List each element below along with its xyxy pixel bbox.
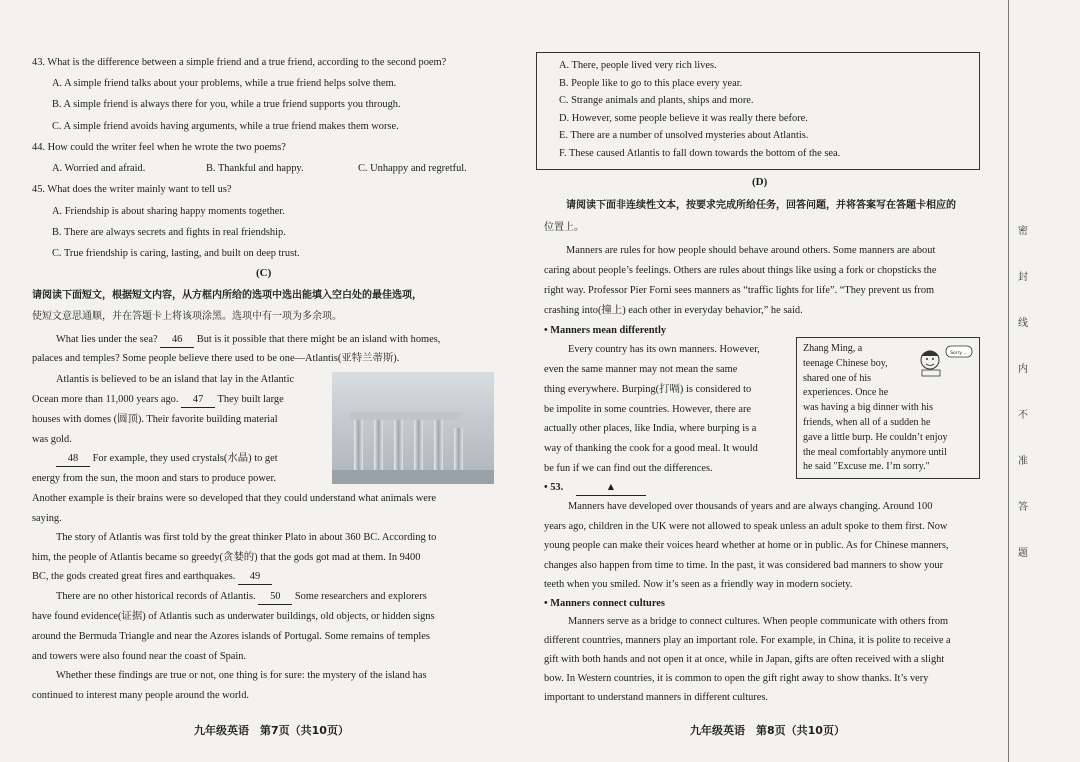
- passage-line: Every country has its own manners. However,: [568, 344, 760, 355]
- story-line: experiences. Once he: [803, 387, 889, 399]
- binding-line: [1008, 0, 1009, 762]
- passage-line: young people can make their voices heard whether at home or in public. As for Chinese manners,: [544, 540, 949, 551]
- passage-line: be impolite in some countries. However, there are: [544, 404, 752, 415]
- options-box: [536, 52, 980, 170]
- passage-line: was gold.: [32, 434, 72, 445]
- left-page: [0, 0, 520, 762]
- passage-line: changes also happen from time to time. In the past, it was considered bad manners to show your: [544, 560, 944, 571]
- choice-option: F. These caused Atlantis to fall down towards the bottom of the sea.: [559, 148, 841, 159]
- passage-line: There are no other historical records of Atlantis. 50 Some researchers and explorers: [56, 590, 427, 605]
- story-line: gave a little burp. He couldn’t enjoy: [803, 431, 948, 443]
- blank-50: 50: [258, 590, 292, 605]
- choice-option: A. There, people lived very rich lives.: [559, 60, 717, 71]
- story-line: shared one of his: [803, 372, 872, 384]
- story-line: friends, when all of a sudden he: [803, 417, 931, 428]
- passage-line: Manners are rules for how people should behave around others. Some manners are about: [566, 245, 936, 256]
- passage-line: houses with domes (圆顶). Their favorite building material: [32, 414, 278, 425]
- story-line: the meal comfortably anymore until: [803, 446, 947, 458]
- passage-line: saying.: [32, 513, 62, 524]
- passage-line: right way. Professor Pier Forni sees manners as “traffic lights for life”. “They prevent us from: [544, 285, 935, 296]
- question-stem: 45. What does the writer mainly want to tell us?: [32, 184, 232, 195]
- question-stem: 43. What is the difference between a simple friend and a true friend, according to the second poem?: [32, 57, 447, 68]
- choice-option: C. Strange animals and plants, ships and more.: [559, 95, 754, 107]
- answer-option: C. True friendship is caring, lasting, and built on deep trust.: [52, 248, 300, 259]
- passage-line: BC, the gods created great fires and earthquakes. 49: [32, 570, 272, 585]
- blank-47: 47: [181, 393, 215, 408]
- passage-line: him, the people of Atlantis became so greedy(贪婪的) that the gods got mad at them. In 9400: [32, 552, 421, 563]
- passage-line: Whether these findings are true or not, one thing is for sure: the mystery of the island has: [56, 670, 427, 681]
- passage-line: even the same manner may not mean the same: [544, 364, 738, 375]
- binding-mark: 不: [1018, 410, 1028, 421]
- passage-line: 48 For example, they used crystals(水晶) to get: [56, 452, 278, 467]
- binding-mark: 封: [1018, 272, 1028, 283]
- passage-line: Manners serve as a bridge to connect cultures. When people communicate with others from: [568, 616, 949, 627]
- passage-line: Another example is their brains were so developed that they could understand what animals were: [32, 493, 436, 504]
- speech-bubble: Sorry ...: [950, 351, 968, 356]
- section-d-instruction-2: 位置上。: [544, 222, 584, 233]
- passage-line: bow. In Western countries, it is common to open the gift right away to show thanks. It’s very: [544, 673, 929, 684]
- heading-manners-connect: • Manners connect cultures: [544, 598, 665, 609]
- passage-line: palaces and temples? Some people believe there used to be one—Atlantis(亚特兰蒂斯).: [32, 353, 400, 364]
- story-line: Zhang Ming, a: [803, 343, 863, 354]
- passage-line: have found evidence(证据) of Atlantis such as underwater buildings, old objects, or hidden signs: [32, 611, 435, 622]
- question-stem: 44. How could the writer feel when he wrote the two poems?: [32, 142, 286, 153]
- binding-mark: 线: [1018, 318, 1028, 329]
- passage-line: What lies under the sea? 46 But is it possible that there might be an island with homes,: [56, 333, 440, 348]
- passage-line: Atlantis is believed to be an island that lay in the Atlantic: [56, 374, 295, 385]
- section-d-title: (D): [752, 176, 768, 188]
- passage-line: crashing into(撞上) each other in everyday behavior,” he said.: [544, 305, 803, 316]
- passage-line: years ago, children in the UK were not allowed to speak unless an adult spoke to them first. Now: [544, 521, 948, 532]
- answer-option: C. Unhappy and regretful.: [358, 163, 467, 174]
- answer-option: B. There are always secrets and fights in real friendship.: [52, 227, 286, 238]
- passage-line: caring about people’s feelings. Others are rules about things like using a fork or chopsticks the: [544, 265, 937, 276]
- passage-line: actually other places, like India, where burping is a: [544, 423, 757, 434]
- atlantis-ruins-image: [332, 372, 494, 484]
- binding-mark: 答: [1018, 502, 1028, 513]
- passage-line: be fun if we can find out the differences.: [544, 463, 713, 474]
- choice-option: D. However, some people believe it was really there before.: [559, 112, 808, 124]
- passage-line: different countries, manners play an important role. For example, in China, it is polite to receive a: [544, 635, 951, 646]
- page-number-right: 九年级英语 第8页（共10页）: [690, 724, 845, 737]
- story-line: was having a big dinner with his: [803, 402, 933, 414]
- passage-line: way of thanking the cook for a good meal. It would: [544, 443, 758, 454]
- answer-option: A. A simple friend talks about your problems, while a true friend helps solve them.: [52, 78, 397, 89]
- section-d-instruction: 请阅读下面非连续性文本，按要求完成所给任务，回答问题，并将答案写在答题卡相应的: [566, 200, 956, 211]
- heading-manners-differ: • Manners mean differently: [544, 325, 667, 336]
- binding-mark: 题: [1018, 548, 1028, 559]
- answer-option: A. Friendship is about sharing happy moments together.: [52, 206, 285, 217]
- section-c-title: (C): [256, 267, 272, 279]
- answer-option: B. A simple friend is always there for you, while a true friend supports you through.: [52, 99, 401, 110]
- passage-line: Ocean more than 11,000 years ago. 47 They built large: [32, 393, 284, 408]
- story-line: teenage Chinese boy,: [803, 357, 888, 369]
- answer-option: C. A simple friend avoids having arguments, while a true friend makes them worse.: [52, 121, 399, 132]
- blank-49: 49: [238, 570, 272, 585]
- binding-mark: 密: [1018, 226, 1028, 237]
- blank-46: 46: [160, 333, 194, 348]
- passage-line: teeth when you smiled. Now it’s seen as a friendly way in modern society.: [544, 579, 853, 590]
- passage-line: around the Bermuda Triangle and near the Azores islands of Portugal. Some remains of temples: [32, 631, 430, 642]
- choice-option: B. People like to go to this place every year.: [559, 77, 743, 89]
- passage-line: and towers were also found near the coast of Spain.: [32, 651, 247, 662]
- story-line: he said "Excuse me. I’m sorry.": [803, 461, 930, 473]
- choice-option: E. There are a number of unsolved mysteries about Atlantis.: [559, 130, 809, 142]
- binding-mark: 内: [1018, 364, 1028, 375]
- passage-line: Manners have developed over thousands of years and are always changing. Around 100: [568, 501, 933, 512]
- blank-48: 48: [56, 452, 90, 467]
- passage-line: important to understand manners in different cultures.: [544, 692, 769, 703]
- passage-line: thing everywhere. Burping(打嗝) is considered to: [544, 384, 752, 395]
- passage-line: continued to interest many people around the world.: [32, 690, 249, 701]
- boy-eating-cartoon: [912, 344, 974, 378]
- answer-option: B. Thankful and happy.: [206, 163, 304, 174]
- answer-blank-53: ▲: [576, 481, 646, 496]
- passage-line: gift with both hands and not open it at once, while in Japan, gifts are often received with a slight: [544, 654, 945, 665]
- answer-option: A. Worried and afraid.: [52, 163, 146, 174]
- section-c-instruction-2: 使短文意思通顺，并在答题卡上将该项涂黑。选项中有一项为多余项。: [32, 311, 342, 322]
- question-53: • 53. ▲: [544, 481, 646, 496]
- passage-line: The story of Atlantis was first told by the great thinker Plato in about 360 BC. According to: [56, 532, 437, 543]
- passage-line: energy from the sun, the moon and stars to produce power.: [32, 473, 276, 484]
- binding-mark: 准: [1018, 456, 1028, 467]
- section-c-instruction: 请阅读下面短文，根据短文内容，从方框内所给的选项中选出能填入空白处的最佳选项，: [32, 290, 422, 301]
- page-number-left: 九年级英语 第7页（共10页）: [194, 724, 349, 737]
